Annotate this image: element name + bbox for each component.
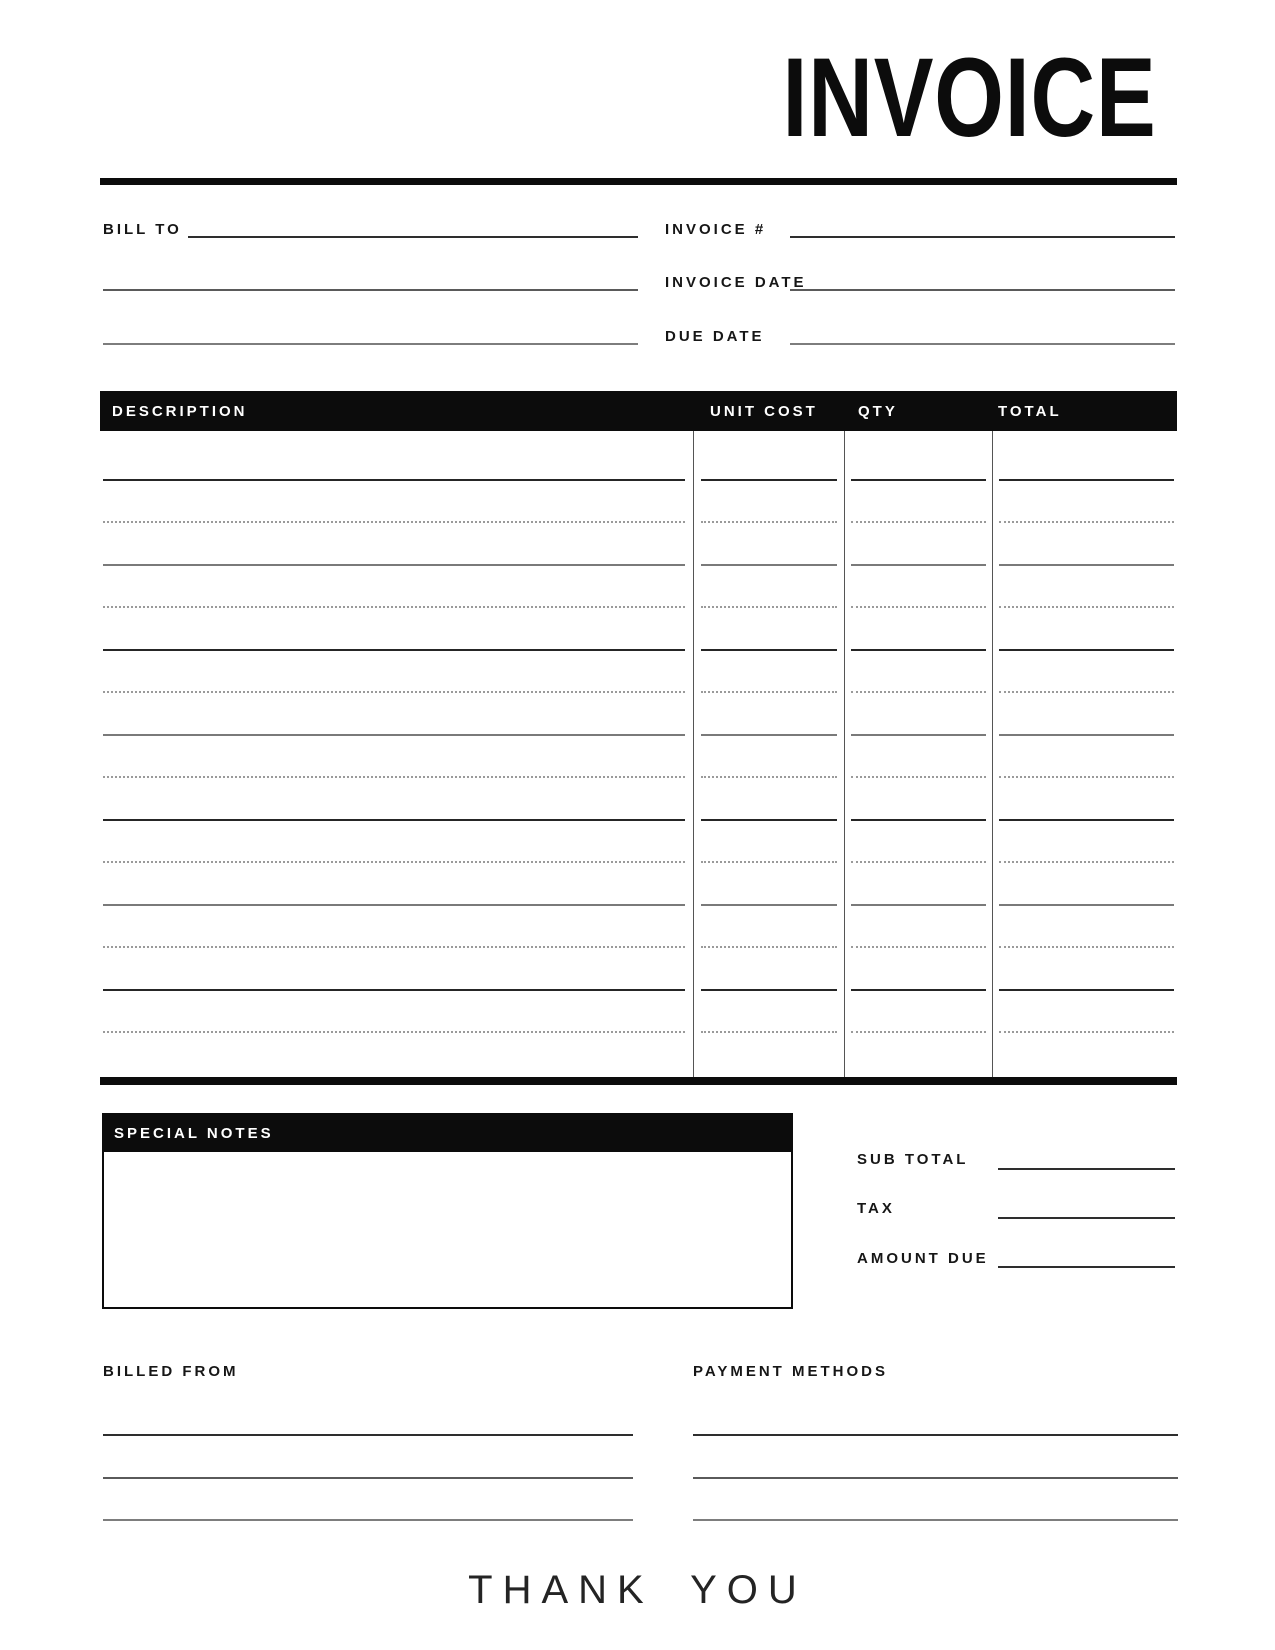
table-row-line — [701, 861, 837, 863]
column-divider-total — [992, 431, 993, 1077]
table-row-line — [701, 479, 837, 481]
column-header-total: TOTAL — [998, 403, 1062, 420]
table-row-line — [851, 776, 986, 778]
table-row-line — [701, 564, 837, 566]
column-divider-qty — [844, 431, 845, 1077]
table-row-line — [701, 1031, 837, 1033]
table-row-line — [851, 819, 986, 821]
invoice-number-label: INVOICE # — [665, 221, 767, 238]
table-row-line — [851, 479, 986, 481]
payment-methods-line-3 — [693, 1519, 1178, 1521]
table-row-line — [851, 564, 986, 566]
table-row-line — [999, 989, 1174, 991]
table-row-line — [701, 606, 837, 608]
table-row-line — [999, 1031, 1174, 1033]
table-row-line — [999, 819, 1174, 821]
invoice-date-line — [790, 289, 1175, 291]
table-row-line — [999, 691, 1174, 693]
billed-from-line-2 — [103, 1477, 633, 1479]
table-row-line — [103, 649, 685, 651]
amount-due-line — [998, 1266, 1175, 1268]
items-table-body — [100, 431, 1177, 1085]
special-notes-content — [112, 1160, 783, 1301]
table-row-line — [851, 606, 986, 608]
table-row-line — [103, 946, 685, 948]
table-row-line — [851, 989, 986, 991]
due-date-line — [790, 343, 1175, 345]
tax-label: TAX — [857, 1200, 895, 1217]
table-row-line — [701, 649, 837, 651]
header-rule — [100, 178, 1177, 185]
table-row-line — [999, 606, 1174, 608]
subtotal-label: SUB TOTAL — [857, 1151, 969, 1168]
table-row-line — [999, 946, 1174, 948]
table-row-line — [701, 989, 837, 991]
billed-from-label: BILLED FROM — [103, 1363, 239, 1380]
table-row-line — [999, 479, 1174, 481]
table-row-line — [701, 734, 837, 736]
payment-methods-label: PAYMENT METHODS — [693, 1363, 889, 1380]
table-row-line — [701, 819, 837, 821]
bill-to-line-1 — [188, 236, 638, 238]
table-row-line — [999, 521, 1174, 523]
billed-from-line-3 — [103, 1519, 633, 1521]
table-row-line — [103, 904, 685, 906]
special-notes-label: SPECIAL NOTES — [114, 1125, 274, 1142]
column-header-description: DESCRIPTION — [112, 403, 248, 420]
tax-line — [998, 1217, 1175, 1219]
table-row-line — [103, 521, 685, 523]
page-title: INVOICE — [782, 35, 1157, 160]
bill-to-line-2 — [103, 289, 638, 291]
special-notes-header — [102, 1113, 793, 1152]
table-row-line — [999, 861, 1174, 863]
table-row-line — [103, 734, 685, 736]
table-row-line — [701, 521, 837, 523]
table-row-line — [103, 564, 685, 566]
table-row-line — [851, 1031, 986, 1033]
table-row-line — [851, 946, 986, 948]
table-row-line — [103, 819, 685, 821]
table-row-line — [851, 734, 986, 736]
amount-due-label: AMOUNT DUE — [857, 1250, 989, 1267]
column-header-qty: QTY — [858, 403, 898, 420]
table-row-line — [701, 776, 837, 778]
table-row-line — [701, 946, 837, 948]
table-row-line — [103, 479, 685, 481]
special-notes-box — [102, 1113, 793, 1309]
payment-methods-line-1 — [693, 1434, 1178, 1436]
table-row-line — [851, 691, 986, 693]
table-row-line — [851, 861, 986, 863]
table-row-line — [103, 861, 685, 863]
table-row-line — [103, 691, 685, 693]
table-row-line — [103, 1031, 685, 1033]
table-row-line — [999, 776, 1174, 778]
table-row-line — [851, 521, 986, 523]
billed-from-line-1 — [103, 1434, 633, 1436]
table-row-line — [701, 691, 837, 693]
table-row-line — [701, 904, 837, 906]
invoice-date-label: INVOICE DATE — [665, 274, 807, 291]
table-row-line — [999, 649, 1174, 651]
table-row-line — [999, 734, 1174, 736]
due-date-label: DUE DATE — [665, 328, 765, 345]
invoice-number-line — [790, 236, 1175, 238]
table-row-line — [103, 989, 685, 991]
subtotal-line — [998, 1168, 1175, 1170]
table-row-line — [999, 904, 1174, 906]
table-row-line — [103, 776, 685, 778]
column-divider-unit-cost — [693, 431, 694, 1077]
bill-to-label: BILL TO — [103, 221, 182, 238]
bill-to-line-3 — [103, 343, 638, 345]
table-row-line — [103, 606, 685, 608]
table-row-line — [851, 904, 986, 906]
table-row-line — [999, 564, 1174, 566]
payment-methods-line-2 — [693, 1477, 1178, 1479]
items-table-header — [100, 391, 1177, 431]
column-header-unit-cost: UNIT COST — [710, 403, 818, 420]
table-row-line — [851, 649, 986, 651]
thank-you-text: THANK YOU — [468, 1568, 807, 1612]
